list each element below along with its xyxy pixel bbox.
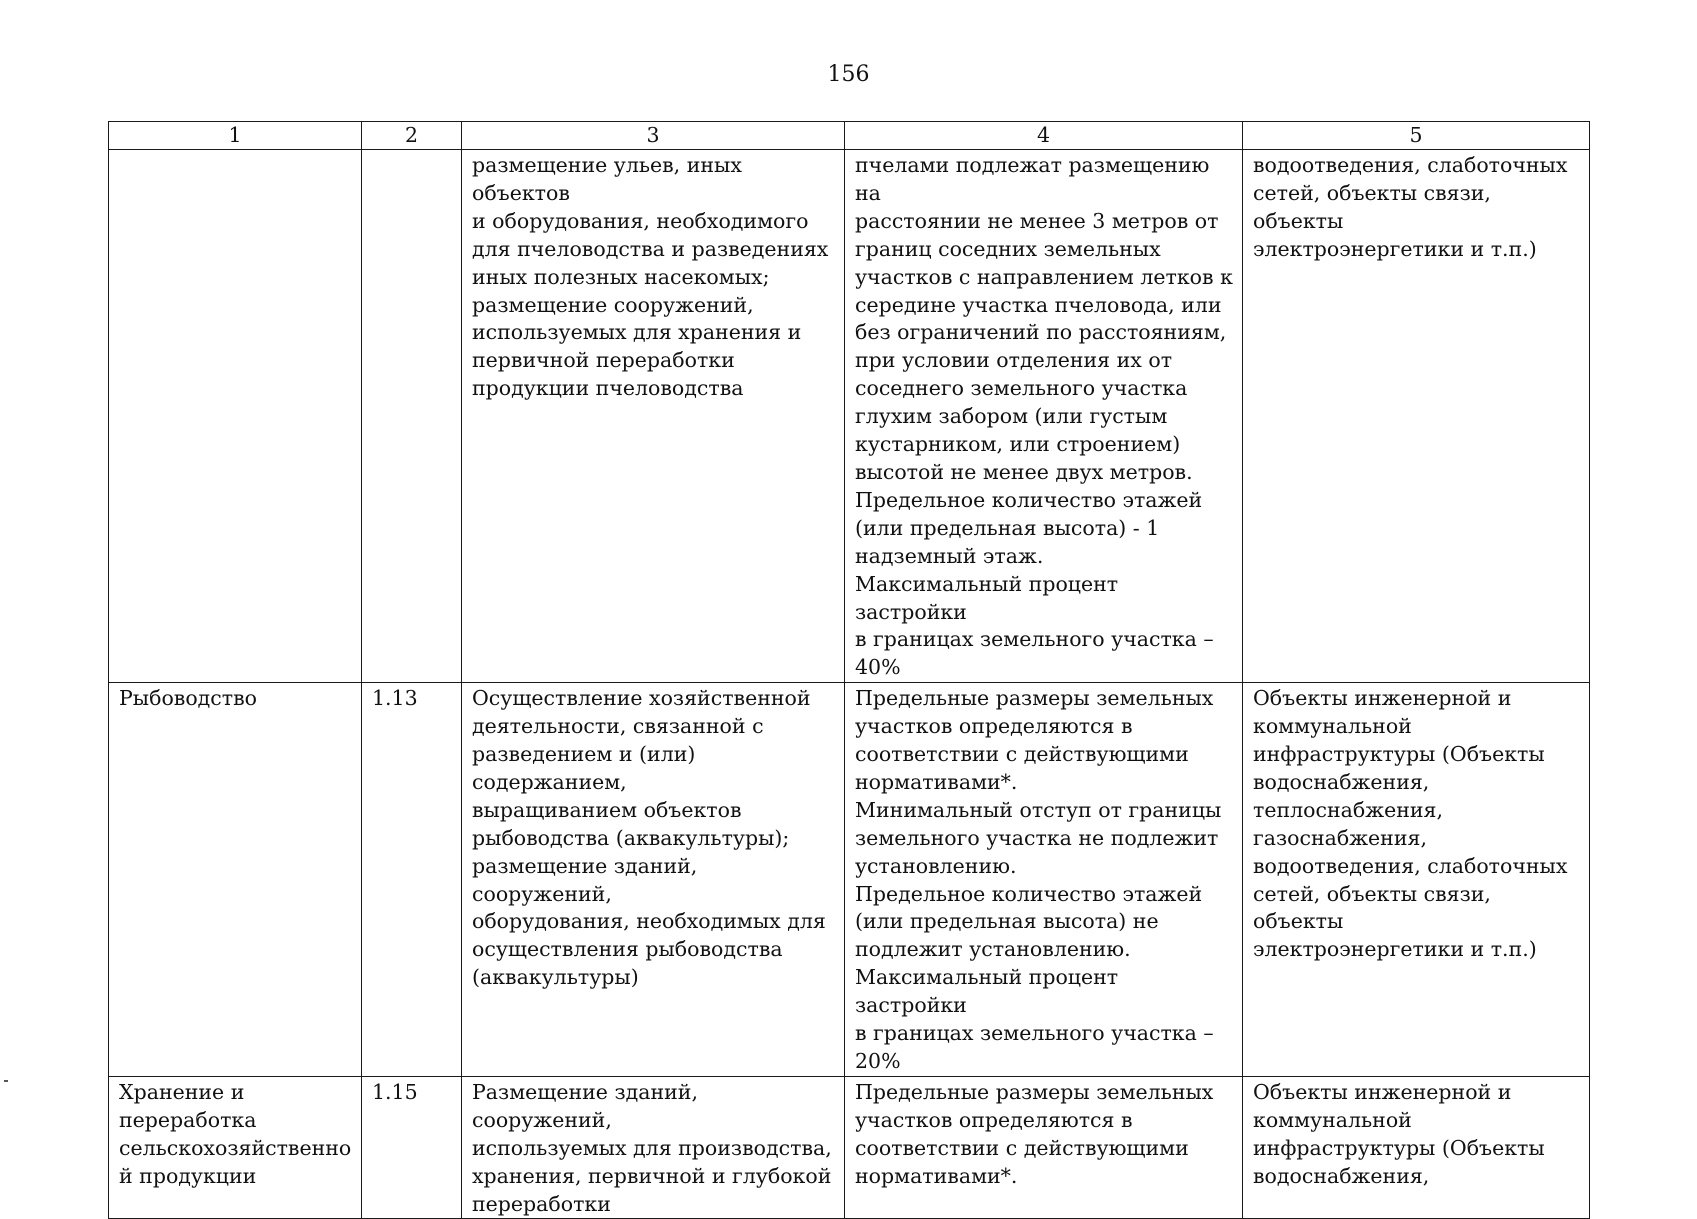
- table-header-row: [109, 122, 1590, 150]
- land-use-code-cell: 1.13: [362, 683, 462, 1077]
- auxiliary-uses-cell: Объекты инженерной и коммунальной инфраструктуры (Объекты водоснабжения, теплоснабжения, газоснабжения, водоотведения, слаботочных сетей, объекты связи, объекты электроэнергетики и т.п.): [1243, 683, 1590, 1077]
- land-use-name-cell: [109, 150, 362, 683]
- land-use-description-cell: Размещение зданий, сооружений, используемых для производства, хранения, первичной и глубокой переработки: [462, 1076, 845, 1219]
- land-use-name-cell: Хранение и переработка сельскохозяйственно й продукции: [109, 1076, 362, 1219]
- scan-artifact-mark: [4, 1080, 8, 1082]
- auxiliary-uses-cell: Объекты инженерной и коммунальной инфраструктуры (Объекты водоснабжения,: [1243, 1076, 1590, 1219]
- land-use-code-cell: 1.15: [362, 1076, 462, 1219]
- auxiliary-uses-cell: водоотведения, слаботочных сетей, объекты связи, объекты электроэнергетики и т.п.): [1243, 150, 1590, 683]
- land-use-description-cell: размещение ульев, иных объектов и оборудования, необходимого для пчеловодства и разведениях иных полезных насекомых; размещение сооружений, используемых для хранения и первичной переработки продукции пчеловодства: [462, 150, 845, 683]
- table-row: [109, 683, 1590, 1077]
- column-header-2: 2: [362, 122, 462, 150]
- land-use-parameters-cell: пчелами подлежат размещению на расстоянии не менее 3 метров от границ соседних земельных участков с направлением летков к середине участка пчеловода, или без ограничений по расстояниям, при условии отделения их от соседнего земельного участка глухим забором (или густым кустарником, или строением) высотой не менее двух метров. Предельное количество этажей (или предельная высота) - 1 надземный этаж. Максимальный процент застройки в границах земельного участка – 40%: [845, 150, 1243, 683]
- table-row: [109, 1076, 1590, 1219]
- land-use-table: [108, 121, 1590, 1219]
- land-use-code-cell: [362, 150, 462, 683]
- land-use-parameters-cell: Предельные размеры земельных участков определяются в соответствии с действующими нормативами*. Минимальный отступ от границы земельного участка не подлежит установлению. Предельное количество этажей (или предельная высота) не подлежит установлению. Максимальный процент застройки в границах земельного участка – 20%: [845, 683, 1243, 1077]
- land-use-name-cell: Рыбоводство: [109, 683, 362, 1077]
- page-number: 156: [827, 62, 870, 87]
- column-header-5: 5: [1243, 122, 1590, 150]
- column-header-4: 4: [845, 122, 1243, 150]
- column-header-3: 3: [462, 122, 845, 150]
- land-use-description-cell: Осуществление хозяйственной деятельности, связанной с разведением и (или) содержанием, выращиванием объектов рыбоводства (аквакультуры); размещение зданий, сооружений, оборудования, необходимых для осуществления рыбоводства (аквакультуры): [462, 683, 845, 1077]
- table-row: [109, 150, 1590, 683]
- column-header-1: 1: [109, 122, 362, 150]
- land-use-parameters-cell: Предельные размеры земельных участков определяются в соответствии с действующими нормативами*.: [845, 1076, 1243, 1219]
